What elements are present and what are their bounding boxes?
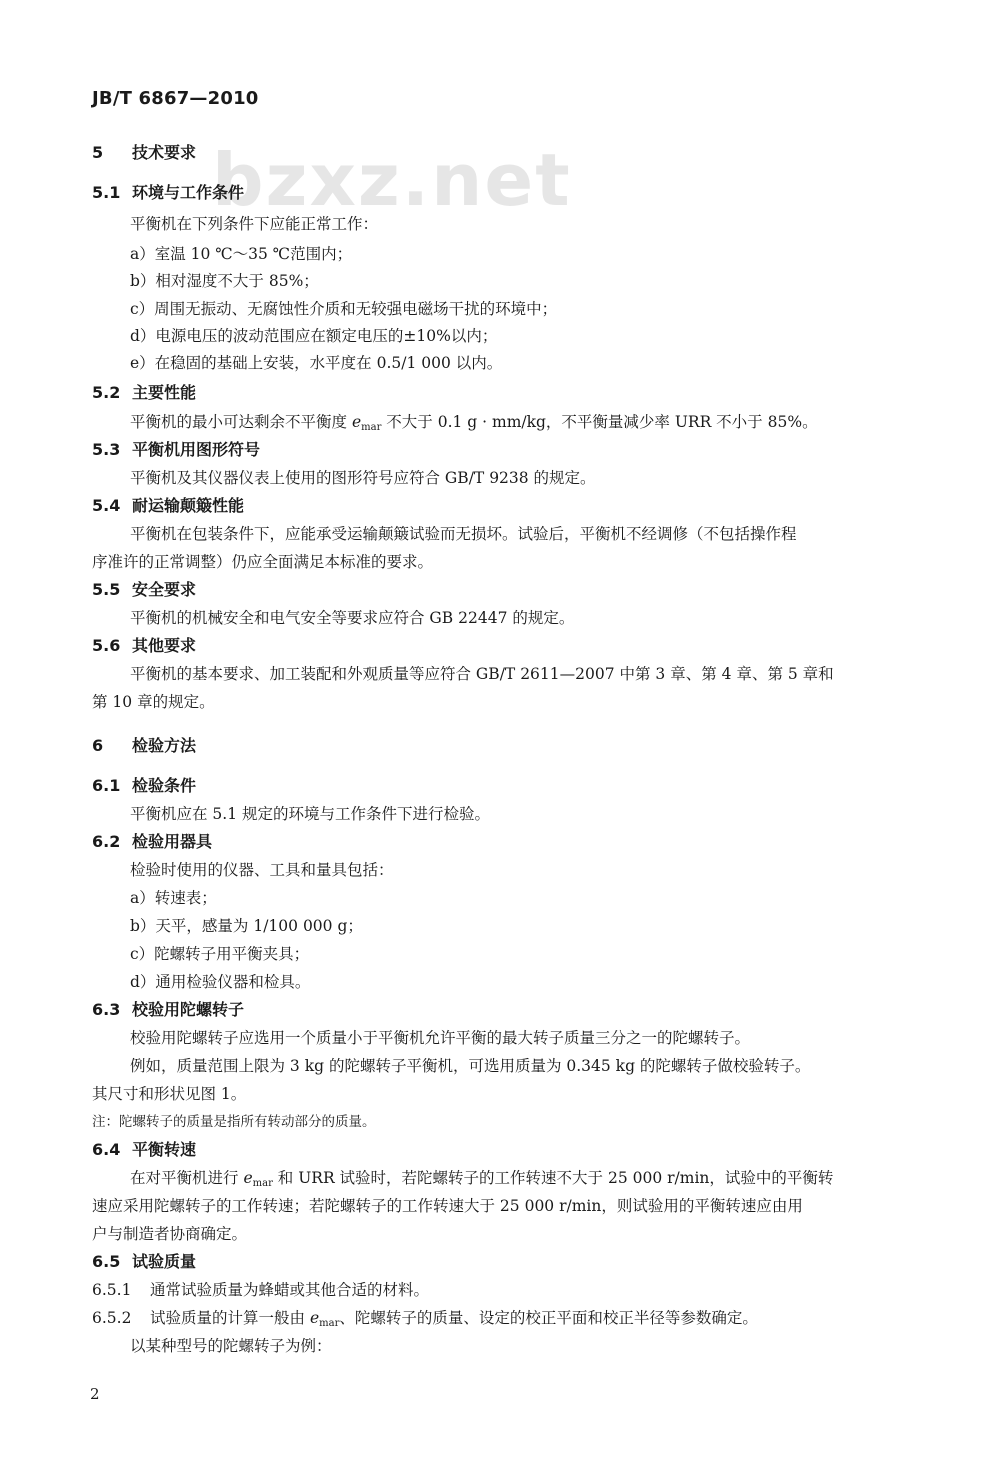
section-number: 5.5 — [92, 580, 121, 599]
section-title: 主要性能 — [132, 383, 197, 402]
paragraph: 平衡机的机械安全和电气安全等要求应符合 GB 22447 的规定。 — [130, 609, 575, 627]
section-5-5-heading — [92, 580, 196, 600]
paragraph — [130, 412, 818, 438]
paragraph-continuation: 其尺寸和形状见图 1。 — [92, 1085, 247, 1103]
list-item: d）通用检验仪器和检具。 — [130, 973, 311, 991]
section-number: 5.3 — [92, 440, 121, 459]
symbol: e — [351, 413, 362, 431]
clause-text: 通常试验质量为蜂蜡或其他合适的材料。 — [150, 1281, 430, 1299]
page-number: 2 — [90, 1385, 100, 1403]
section-6-1-heading — [92, 776, 196, 796]
section-title: 其他要求 — [132, 636, 197, 655]
section-number: 6.2 — [92, 832, 121, 851]
list-item: c）陀螺转子用平衡夹具； — [130, 945, 310, 963]
section-title: 检验方法 — [132, 736, 197, 755]
section-number: 5.1 — [92, 183, 121, 202]
list-item: d）电源电压的波动范围应在额定电压的±10%以内； — [130, 327, 498, 345]
paragraph-continuation: 序准许的正常调整）仍应全面满足本标准的要求。 — [92, 553, 434, 571]
section-title: 检验条件 — [132, 776, 197, 795]
section-6-heading — [92, 736, 196, 756]
paragraph: 平衡机在包装条件下，应能承受运输颠簸试验而无损坏。试验后，平衡机不经调修（不包括操作程 — [130, 525, 797, 543]
section-title: 技术要求 — [132, 143, 197, 162]
list-item: e）在稳固的基础上安装，水平度在 0.5/1 000 以内。 — [130, 354, 503, 372]
clause-6-5-2 — [92, 1308, 758, 1334]
section-number: 6.1 — [92, 776, 121, 795]
text-fragment: 在对平衡机进行 — [130, 1169, 244, 1187]
section-6-2-heading — [92, 832, 212, 852]
note: 注：陀螺转子的质量是指所有转动部分的质量。 — [92, 1114, 376, 1130]
section-number: 5.6 — [92, 636, 121, 655]
section-title: 耐运输颠簸性能 — [132, 496, 245, 515]
section-number: 5.4 — [92, 496, 121, 515]
list-item: a）转速表； — [130, 889, 217, 907]
section-5-heading — [92, 143, 196, 163]
section-number: 6.5 — [92, 1252, 121, 1271]
symbol: e — [243, 1169, 253, 1187]
clause-number: 6.5.2 — [92, 1309, 132, 1327]
symbol: e — [309, 1309, 320, 1327]
paragraph-continuation: 第 10 章的规定。 — [92, 693, 215, 711]
paragraph-continuation: 户与制造者协商确定。 — [92, 1225, 248, 1243]
section-5-2-heading — [92, 383, 196, 403]
section-number: 6 — [92, 736, 104, 755]
text-fragment: 、陀螺转子的质量、设定的校正平面和校正半径等参数确定。 — [339, 1309, 758, 1327]
text-fragment: 不大于 0.1 g · mm/kg，不平衡量减少率 URR 不小于 85%。 — [381, 413, 818, 431]
section-title: 环境与工作条件 — [132, 183, 245, 202]
paragraph: 平衡机及其仪器仪表上使用的图形符号应符合 GB/T 9238 的规定。 — [130, 469, 596, 487]
section-6-3-heading — [92, 1000, 244, 1020]
section-title: 校验用陀螺转子 — [132, 1000, 245, 1019]
section-number: 6.4 — [92, 1140, 121, 1159]
section-5-4-heading — [92, 496, 244, 516]
section-6-5-heading — [92, 1252, 196, 1272]
text-fragment: 和 URR 试验时，若陀螺转子的工作转速不大于 25 000 r/min，试验中的平衡转 — [272, 1169, 834, 1187]
list-item: b）天平，感量为 1/100 000 g； — [130, 917, 363, 935]
paragraph: 校验用陀螺转子应选用一个质量小于平衡机允许平衡的最大转子质量三分之一的陀螺转子。 — [130, 1029, 751, 1047]
watermark: bzxz.net — [212, 138, 572, 222]
list-item: b）相对湿度不大于 85%； — [130, 272, 319, 290]
section-5-3-heading — [92, 440, 260, 460]
clause-number: 6.5.1 — [92, 1281, 132, 1299]
paragraph: 检验时使用的仪器、工具和量具包括： — [130, 861, 394, 879]
text-fragment: 试验质量的计算一般由 — [150, 1309, 310, 1327]
paragraph — [130, 1168, 833, 1194]
document-id: JB/T 6867—2010 — [92, 88, 259, 109]
symbol-subscript: mar — [361, 422, 382, 433]
section-title: 检验用器具 — [132, 832, 213, 851]
list-item: c）周围无振动、无腐蚀性介质和无较强电磁场干扰的环境中； — [130, 300, 558, 318]
paragraph: 以某种型号的陀螺转子为例： — [130, 1337, 332, 1355]
section-number: 5.2 — [92, 383, 121, 402]
paragraph: 平衡机应在 5.1 规定的环境与工作条件下进行检验。 — [130, 805, 491, 823]
section-5-1-heading — [92, 183, 244, 203]
section-number: 6.3 — [92, 1000, 121, 1019]
section-number: 5 — [92, 143, 104, 162]
section-title: 平衡转速 — [132, 1140, 197, 1159]
symbol-subscript: mar — [319, 1318, 340, 1329]
section-title: 安全要求 — [132, 580, 197, 599]
section-6-4-heading — [92, 1140, 196, 1160]
text-fragment: 平衡机的最小可达剩余不平衡度 — [130, 413, 352, 431]
paragraph: 例如，质量范围上限为 3 kg 的陀螺转子平衡机，可选用质量为 0.345 kg 的陀螺转子做校验转子。 — [130, 1057, 811, 1075]
section-title: 平衡机用图形符号 — [132, 440, 261, 459]
section-5-6-heading — [92, 636, 196, 656]
clause-6-5-1 — [92, 1280, 429, 1300]
paragraph: 平衡机的基本要求、加工装配和外观质量等应符合 GB/T 2611—2007 中第 3 章、第 4 章、第 5 章和 — [130, 665, 834, 683]
paragraph: 平衡机在下列条件下应能正常工作： — [130, 215, 379, 233]
section-title: 试验质量 — [132, 1252, 197, 1271]
symbol-subscript: mar — [252, 1178, 273, 1189]
list-item: a）室温 10 ℃～35 ℃范围内； — [130, 245, 353, 263]
paragraph-continuation: 速应采用陀螺转子的工作转速；若陀螺转子的工作转速大于 25 000 r/min，则试验用的平衡转速应由用 — [92, 1197, 803, 1215]
